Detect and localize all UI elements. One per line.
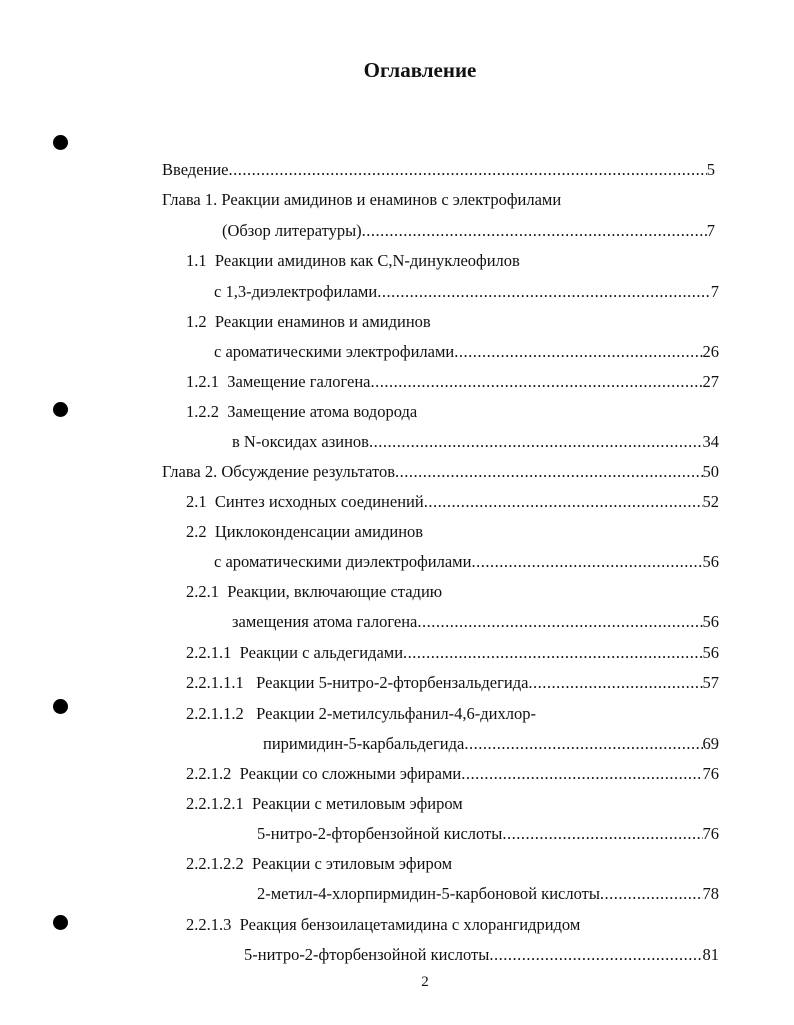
- toc-entry: [186, 402, 417, 422]
- toc-entry-text: с ароматическими электрофилами: [214, 342, 455, 361]
- toc-entry-text: с ароматическими диэлектрофилами: [214, 552, 472, 571]
- toc-entry-text: пиримидин-5-карбальдегида: [263, 734, 465, 753]
- toc-entry: [222, 221, 715, 241]
- toc-leader: [461, 764, 702, 784]
- toc-entry: [257, 884, 719, 904]
- toc-entry-page: 81: [702, 945, 719, 964]
- toc-entry: [214, 282, 719, 302]
- toc-entry-text: 2.2.1.1.1 Реакции 5-нитро-2-фторбензальдегида: [186, 673, 529, 692]
- toc-leader: [454, 342, 702, 362]
- toc-entry-page: 69: [702, 734, 719, 753]
- toc-entry-text: 1.1 Реакции амидинов как C,N-динуклеофилов: [186, 251, 520, 270]
- toc-entry-page: 56: [702, 552, 719, 571]
- toc-entry-text: 1.2.1 Замещение галогена: [186, 372, 371, 391]
- toc-entry: [186, 673, 719, 693]
- toc-entry: [257, 824, 719, 844]
- toc-entry-text: 1.2 Реакции енаминов и амидинов: [186, 312, 431, 331]
- toc-leader: [424, 492, 703, 512]
- toc-entry: [263, 734, 719, 754]
- toc-leader: [471, 552, 702, 572]
- page-title: Оглавление: [363, 58, 477, 82]
- toc-entry-text: 2.2.1.2.2 Реакции с этиловым эфиром: [186, 854, 453, 873]
- toc-entry: [186, 643, 719, 663]
- toc-entry-text: в N-оксидах азинов: [232, 432, 369, 451]
- toc-entry-text: 2.2.1.2.1 Реакции с метиловым эфиром: [186, 794, 463, 813]
- toc-leader: [377, 282, 711, 302]
- toc-entry-page: 26: [702, 342, 719, 361]
- toc-entry-text: 2.1 Синтез исходных соединений: [186, 492, 424, 511]
- toc-entry-page: 52: [702, 492, 719, 511]
- toc-entry-text: 2.2.1.2 Реакции со сложными эфирами: [186, 764, 462, 783]
- toc-leader: [417, 612, 702, 632]
- toc-entry: [186, 704, 536, 724]
- toc-entry-page: 76: [702, 764, 719, 783]
- toc-entry: [244, 945, 719, 965]
- toc-entry-text: 2.2 Циклоконденсации амидинов: [186, 522, 424, 541]
- toc-entry: [162, 160, 715, 180]
- toc-entry-text: 2.2.1.3 Реакция бензоилацетамидина с хлорангидридом: [186, 915, 581, 934]
- toc-entry-text: 1.2.2 Замещение атома водорода: [186, 402, 418, 421]
- toc-leader: [229, 160, 707, 180]
- toc-entry-page: 56: [702, 612, 719, 631]
- toc-entry-text: Глава 1. Реакции амидинов и енаминов с электрофилами: [162, 190, 562, 209]
- toc-entry-page: 76: [702, 824, 719, 843]
- toc-entry-page: 56: [702, 643, 719, 662]
- toc-entry-page: 27: [702, 372, 719, 391]
- toc-entry: [186, 854, 452, 874]
- toc-entry: [186, 372, 719, 392]
- toc-entry: [214, 342, 719, 362]
- page-number: 2: [421, 974, 429, 990]
- toc-entry: [162, 190, 561, 210]
- toc-entry: [186, 764, 719, 784]
- toc-entry-text: 2.2.1.1.2 Реакции 2-метилсульфанил-4,6-дихлор-: [186, 704, 536, 723]
- toc-leader: [395, 462, 703, 482]
- toc-entry-page: 7: [706, 221, 715, 240]
- toc-entry: [162, 462, 719, 482]
- toc-entry: [186, 251, 520, 271]
- toc-leader: [362, 221, 707, 241]
- toc-entry-text: 2.2.1 Реакции, включающие стадию: [186, 582, 443, 601]
- toc-entry: [186, 522, 423, 542]
- toc-entry: [232, 612, 719, 632]
- toc-entry-text: Введение: [162, 160, 229, 179]
- toc-entry: [186, 492, 719, 512]
- toc-entry-text: (Обзор литературы): [222, 221, 362, 240]
- toc-entry-text: 5-нитро-2-фторбензойной кислоты: [257, 824, 503, 843]
- binder-hole: [53, 915, 68, 930]
- toc-leader: [528, 673, 702, 693]
- toc-entry-page: 57: [702, 673, 719, 692]
- toc-entry-page: 78: [702, 884, 719, 903]
- binder-hole: [53, 135, 68, 150]
- toc-leader: [502, 824, 702, 844]
- toc-leader: [600, 884, 703, 904]
- toc-leader: [369, 432, 703, 452]
- toc-entry: [186, 915, 580, 935]
- toc-entry: [232, 432, 719, 452]
- binder-hole: [53, 402, 68, 417]
- binder-hole: [53, 699, 68, 714]
- toc-entry-text: Глава 2. Обсуждение результатов: [162, 462, 395, 481]
- toc-entry-page: 5: [706, 160, 715, 179]
- toc-leader: [489, 945, 702, 965]
- toc-entry: [186, 312, 431, 332]
- toc-entry-page: 7: [710, 282, 719, 301]
- toc-entry: [214, 552, 719, 572]
- toc-leader: [371, 372, 703, 392]
- toc-leader: [464, 734, 702, 754]
- toc-entry: [186, 794, 463, 814]
- toc-entry-text: 5-нитро-2-фторбензойной кислоты: [244, 945, 490, 964]
- toc-entry-text: 2-метил-4-хлорпирмидин-5-карбоновой кислоты: [257, 884, 600, 903]
- toc-leader: [403, 643, 702, 663]
- toc-entry-page: 50: [702, 462, 719, 481]
- toc-entry-text: 2.2.1.1 Реакции с альдегидами: [186, 643, 404, 662]
- toc-entry-page: 34: [702, 432, 719, 451]
- toc-entry-text: с 1,3-диэлектрофилами: [214, 282, 378, 301]
- toc-entry: [186, 582, 442, 602]
- toc-entry-text: замещения атома галогена: [232, 612, 418, 631]
